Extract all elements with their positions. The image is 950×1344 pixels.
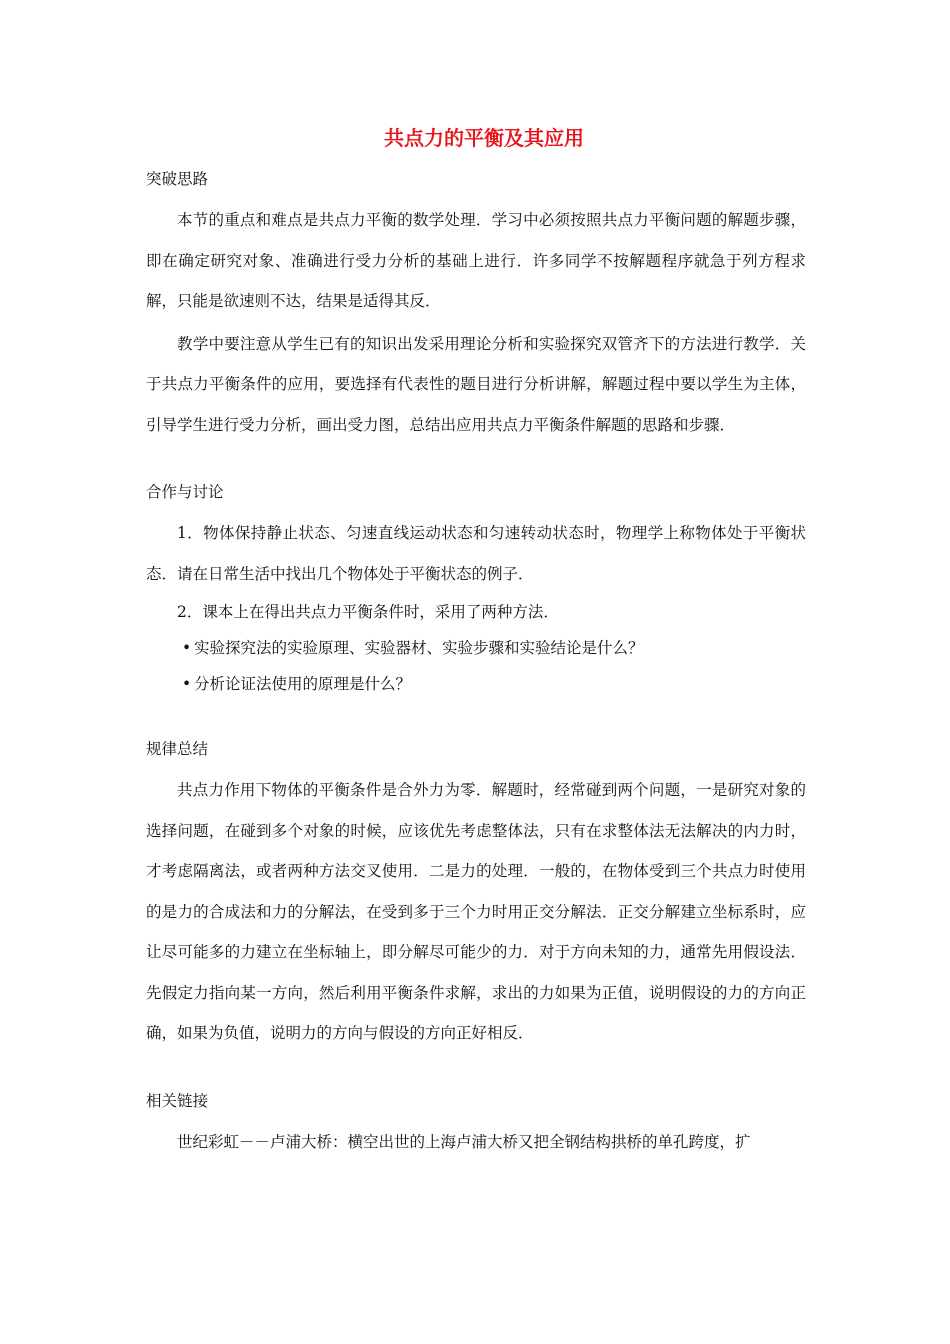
section-heading: 相关链接 <box>146 1091 209 1110</box>
bullet-icon: • <box>182 675 192 693</box>
spacer <box>146 445 806 471</box>
list-item: 2．课本上在得出共点力平衡条件时，采用了两种方法． <box>177 603 559 621</box>
spacer <box>146 1054 806 1080</box>
section-breakthrough <box>146 158 806 445</box>
section-heading: 规律总结 <box>146 740 209 758</box>
paragraph: 本节的重点和难点是共点力平衡的数学处理．学习中必须按照共点力平衡问题的解题步骤，即在确定研究对象、准确进行受力分析的基础上进行．许多同学不按解题程序就急于列方程求解，只能是欲速则不达，结果是适得其反． <box>146 211 806 310</box>
section-heading: 突破思路 <box>146 170 209 188</box>
paragraph: 教学中要注意从学生已有的知识出发采用理论分析和实验探究双管齐下的方法进行教学．关于共点力平衡条件的应用，要选择有代表性的题目进行分析讲解，解题过程中要以学生为主体，引导学生进行受力分析，画出受力图，总结出应用共点力平衡条件解题的思路和步骤． <box>146 334 806 434</box>
document-page <box>146 118 806 1162</box>
page-title: 共点力的平衡及其应用 <box>384 126 584 150</box>
paragraph: 共点力作用下物体的平衡条件是合外力为零．解题时，经常碰到两个问题，一是研究对象的选择问题，在碰到多个对象的时候，应该优先考虑整体法，只有在求整体法无法解决的内力时，才考虑隔离法，或者两种方法交叉使用．二是力的处理．一般的，在物体受到三个共点力时使用的是力的合成法和力的分解法，在受到多于三个力时用正交分解法．正交分解建立坐标系时，应让尽可能多的力建立在坐标轴上，即分解尽可能少的力．对于方向未知的力，通常先用假设法．先假定力指向某一方向，然后利用平衡条件求解，求出的力如果为正值，说明假设的力的方向正确，如果为负值，说明力的方向与假设的方向正好相反． <box>146 781 806 1042</box>
section-summary <box>146 728 806 1054</box>
bullet-text: 分析论证法使用的原理是什么？ <box>194 675 412 693</box>
bullet-icon: • <box>182 639 192 657</box>
paragraph: 世纪彩虹－－卢浦大桥：横空出世的上海卢浦大桥又把全钢结构拱桥的单孔跨度，扩 <box>177 1132 751 1151</box>
bullet-item <box>146 666 806 702</box>
list-item: 1．物体保持静止状态、匀速直线运动状态和匀速转动状态时，物理学上称物体处于平衡状态．请在日常生活中找出几个物体处于平衡状态的例子． <box>146 524 806 583</box>
bullet-text: 实验探究法的实验原理、实验器材、实验步骤和实验结论是什么？ <box>194 639 644 657</box>
bullet-item <box>146 630 806 666</box>
section-related-links <box>146 1080 806 1163</box>
section-discussion <box>146 471 806 702</box>
spacer <box>146 702 806 728</box>
section-heading: 合作与讨论 <box>146 483 224 501</box>
